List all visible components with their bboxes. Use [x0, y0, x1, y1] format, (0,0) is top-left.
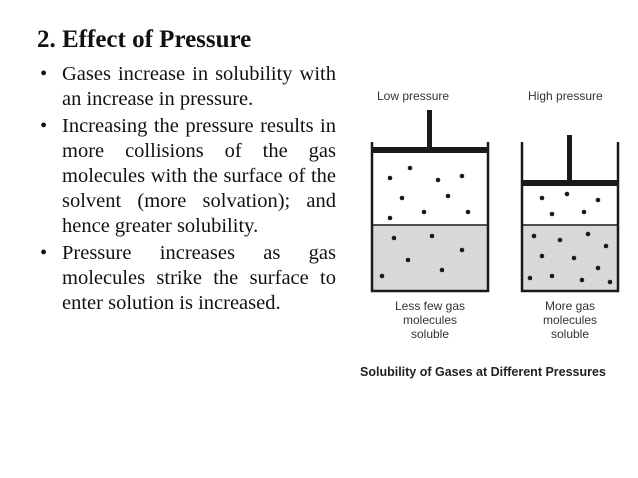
- figure-svg: [352, 80, 622, 390]
- bullet-item: [40, 62, 336, 112]
- piston-rod-right: [567, 135, 572, 181]
- bullet-text: Gases increase in solubility with an increase in pressure.: [62, 63, 336, 110]
- bullet-text: Pressure increases as gas molecules strike the surface to enter solution is increased.: [62, 242, 336, 314]
- bullet-item: [40, 114, 336, 239]
- piston-rod-left: [427, 110, 432, 148]
- high-pressure-caption-line2: molecules: [542, 313, 598, 327]
- high-pressure-caption-line1: More gas: [544, 299, 596, 313]
- low-pressure-caption-line2: molecules: [402, 313, 458, 327]
- low-pressure-caption-line1: Less few gas: [394, 299, 466, 313]
- slide-title: 2. Effect of Pressure: [37, 26, 252, 53]
- gas-molecules-right: [540, 192, 601, 217]
- low-pressure-label: Low pressure: [377, 89, 450, 103]
- high-pressure-label: High pressure: [528, 89, 603, 103]
- bullet-glyph: •: [40, 242, 48, 264]
- low-pressure-caption-line3: soluble: [410, 327, 450, 341]
- bullet-text: Increasing the pressure results in more collisions of the gas molecules with the surface of the solvent (more solvation); and hence greater solubility.: [62, 115, 336, 237]
- bullet-glyph: •: [40, 63, 48, 85]
- figure-caption: Solubility of Gases at Different Pressures: [360, 365, 606, 379]
- low-pressure-container: [372, 110, 488, 291]
- bullet-glyph: •: [40, 115, 48, 137]
- liquid-region-right: [522, 225, 618, 291]
- high-pressure-container: [522, 135, 618, 291]
- bullet-item: [40, 241, 336, 316]
- bullet-list: [40, 62, 336, 318]
- high-pressure-caption-line3: soluble: [550, 327, 590, 341]
- gas-molecules-left: [388, 166, 471, 221]
- pressure-solubility-figure: [352, 80, 622, 390]
